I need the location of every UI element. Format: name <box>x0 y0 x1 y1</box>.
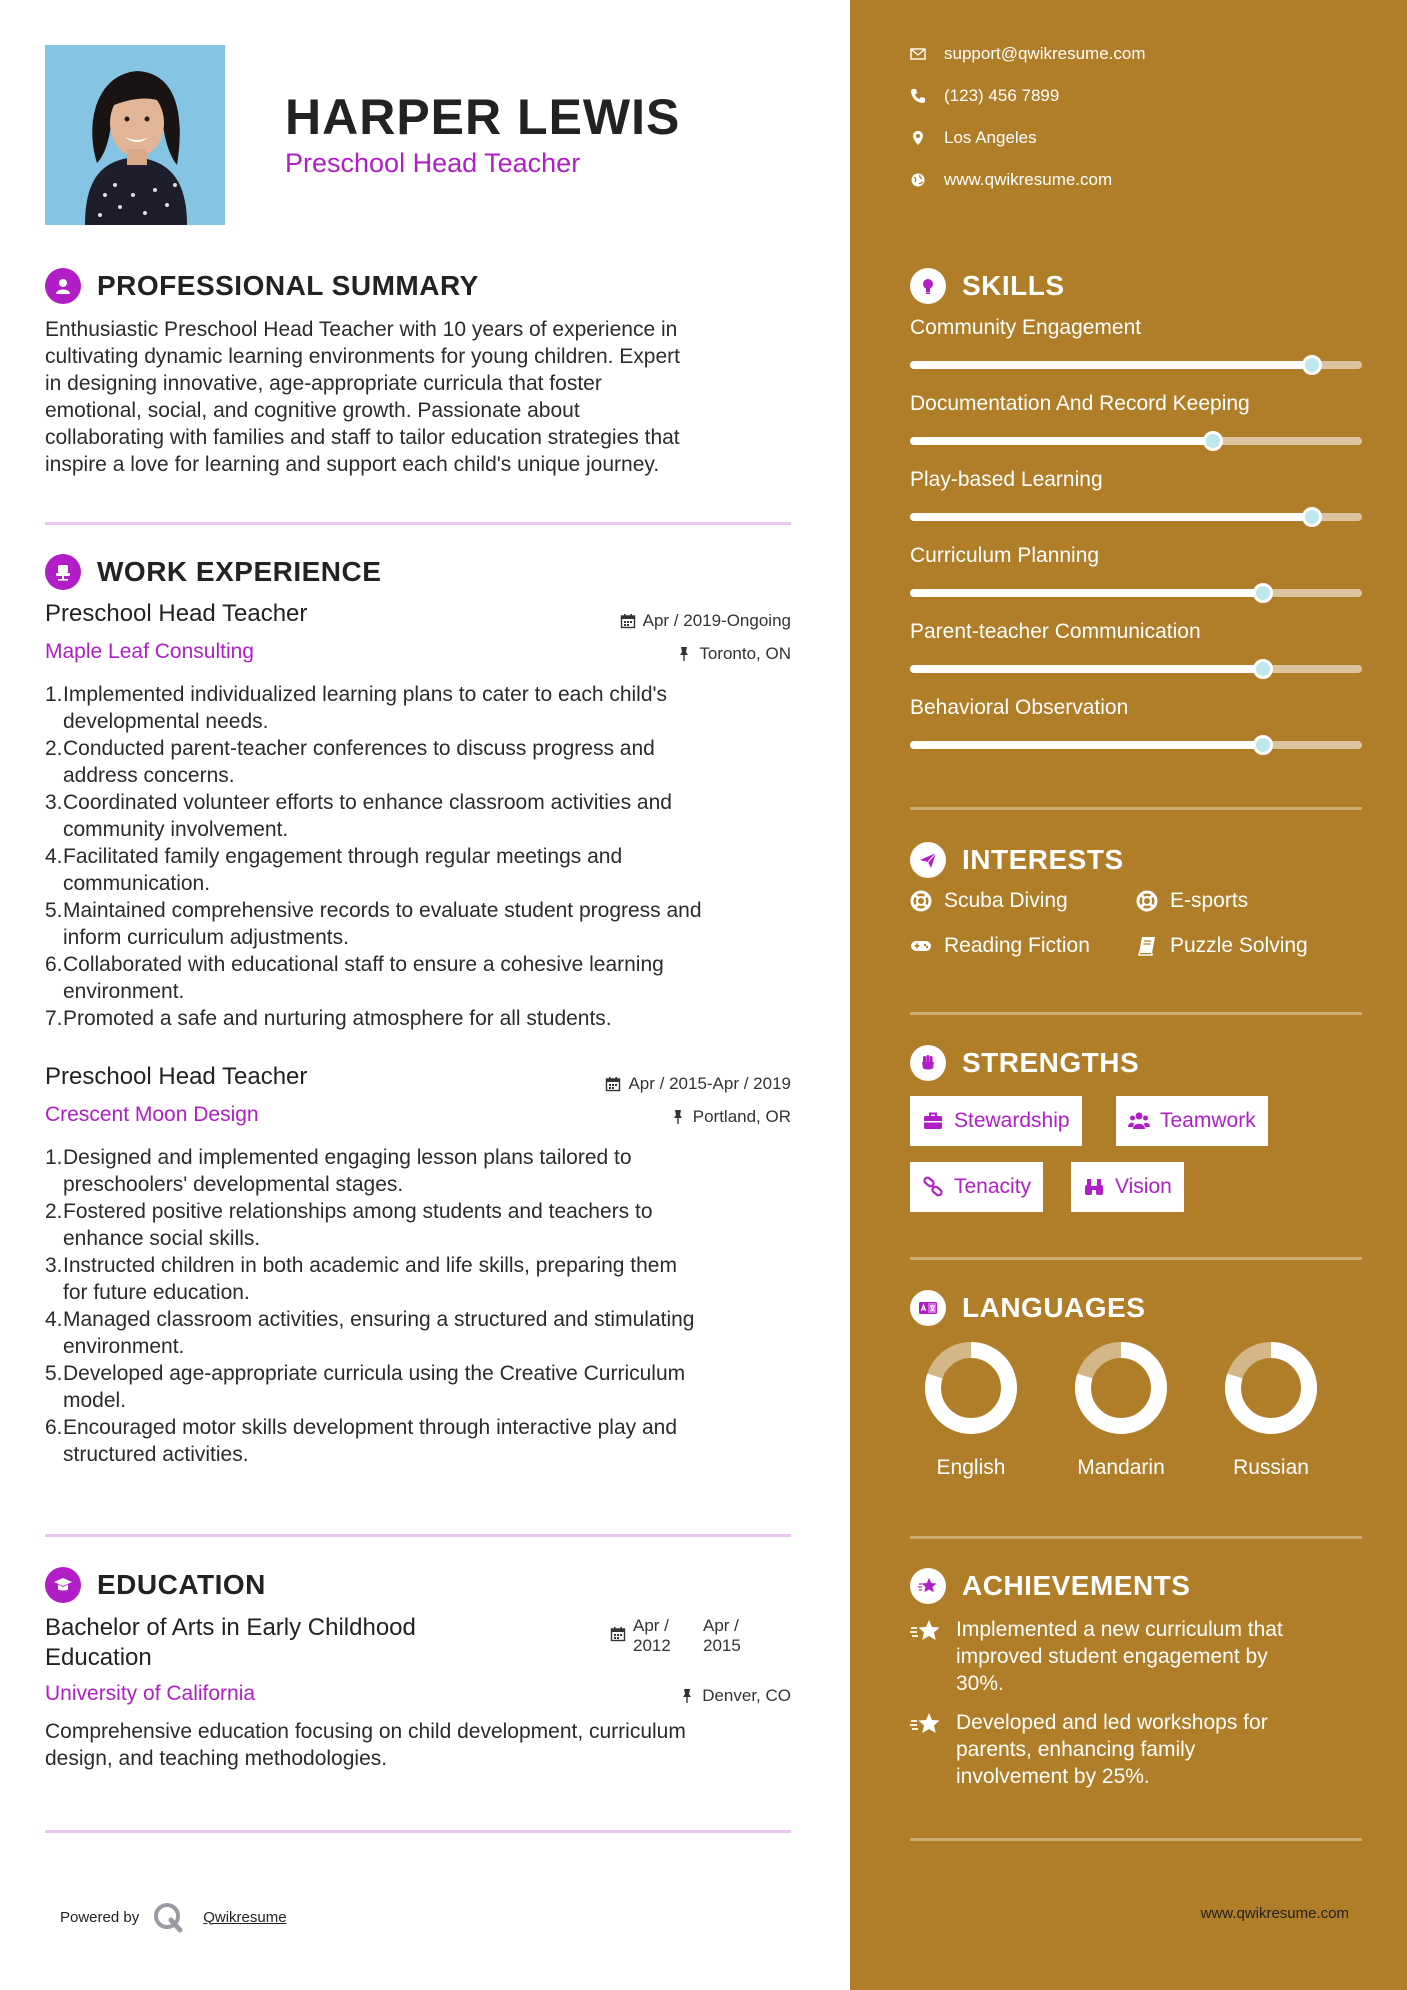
skill-name: Documentation And Record Keeping <box>910 392 1250 415</box>
duty-item <box>45 843 815 897</box>
skill-level-fill <box>910 361 1312 369</box>
strength-tag <box>910 1162 1043 1212</box>
summary-line: cultivating dynamic learning environments for young children. Expert <box>45 345 680 368</box>
education-dates <box>610 1616 741 1656</box>
end-year: 2015 <box>703 1636 741 1655</box>
skill-level-bar <box>910 589 1362 597</box>
degree-line: Bachelor of Arts in Early Childhood <box>45 1614 416 1641</box>
education-desc-line: design, and teaching methodologies. <box>45 1747 388 1770</box>
education-description <box>45 1718 815 1772</box>
start-month: Apr / <box>633 1616 669 1635</box>
education-header <box>45 1567 266 1603</box>
summary-line: Enthusiastic Preschool Head Teacher with 10 years of experience in <box>45 318 678 341</box>
achievement-text <box>956 1616 1283 1697</box>
degree-title <box>45 1613 416 1673</box>
duty-number: 4. <box>45 1308 63 1331</box>
achievement-item <box>910 1709 1362 1790</box>
skill-level-fill <box>910 513 1312 521</box>
summary-line: emotional, social, and cognitive growth. Passionate about <box>45 399 580 422</box>
language-proficiency-ring <box>923 1340 1019 1436</box>
powered-by <box>60 1900 287 1934</box>
duty-line: address concerns. <box>63 764 235 787</box>
duty-line: Fostered positive relationships among students and teachers to <box>63 1200 653 1223</box>
duty-item <box>45 681 815 735</box>
duty-number: 4. <box>45 845 63 868</box>
star-badge-icon <box>910 1711 942 1739</box>
education-location-text: Denver, CO <box>702 1686 791 1705</box>
language-proficiency-ring <box>1223 1340 1319 1436</box>
strength-tag <box>1116 1096 1268 1146</box>
pin-icon <box>676 646 692 662</box>
duty-item <box>45 1144 815 1198</box>
duty-item <box>45 1414 815 1468</box>
paper-plane-icon <box>910 842 946 878</box>
skill-name: Community Engagement <box>910 316 1142 339</box>
duty-line: Maintained comprehensive records to evaluate student progress and <box>63 899 702 922</box>
interest-item <box>910 934 1090 958</box>
duty-line: Managed classroom activities, ensuring a structured and stimulating <box>63 1308 695 1331</box>
contact-location <box>910 128 1037 148</box>
job-company: Crescent Moon Design <box>45 1103 259 1126</box>
envelope-icon <box>910 46 926 62</box>
language-name: English <box>936 1456 1006 1479</box>
strengths-heading: STRENGTHS <box>962 1047 1140 1078</box>
skills-heading: SKILLS <box>962 270 1065 301</box>
duty-item <box>45 951 815 1005</box>
languages-heading: LANGUAGES <box>962 1292 1146 1323</box>
job-duties <box>45 681 815 1032</box>
strength-label: Stewardship <box>954 1109 1070 1132</box>
duty-line: environment. <box>63 980 185 1003</box>
duty-line: environment. <box>63 1335 185 1358</box>
duty-item <box>45 1306 815 1360</box>
star-badge-icon <box>910 1568 946 1604</box>
school-name: University of California <box>45 1682 256 1705</box>
powered-by-text: Powered by <box>60 1908 140 1926</box>
candidate-name: HARPER LEWIS <box>285 89 681 145</box>
skill-level-fill <box>910 437 1213 445</box>
language-item <box>916 1340 1026 1480</box>
link-icon <box>922 1176 944 1198</box>
achievement-item <box>910 1616 1362 1697</box>
education-location <box>560 1686 791 1706</box>
duty-line: Implemented individualized learning plans to cater to each child's <box>63 683 668 706</box>
duty-item <box>45 1005 815 1032</box>
duty-number: 2. <box>45 1200 63 1223</box>
section-divider <box>45 1534 791 1537</box>
duty-line: Developed age-appropriate curricula using the Creative Curriculum <box>63 1362 686 1385</box>
section-divider <box>45 1830 791 1833</box>
duty-number: 6. <box>45 953 63 976</box>
duty-number: 1. <box>45 683 63 706</box>
duty-line: community involvement. <box>63 818 289 841</box>
duty-line: developmental needs. <box>63 710 269 733</box>
duty-line: Encouraged motor skills development through interactive play and <box>63 1416 678 1439</box>
achievement-line: Developed and led workshops for <box>956 1711 1268 1734</box>
summary-header <box>45 268 479 304</box>
duty-item <box>45 735 815 789</box>
contact-website[interactable] <box>910 170 1112 190</box>
skill-level-knob <box>1253 659 1273 679</box>
section-divider <box>910 1012 1362 1015</box>
job-role: Preschool Head Teacher <box>45 1063 308 1090</box>
duty-line: structured activities. <box>63 1443 249 1466</box>
job-dates-text: Apr / 2019-Ongoing <box>642 611 791 630</box>
duty-number: 5. <box>45 1362 63 1385</box>
education-end <box>703 1616 741 1656</box>
summary-line: in designing innovative, age-appropriate curricula that foster <box>45 372 602 395</box>
contact-email[interactable] <box>910 44 1146 64</box>
pin-icon <box>670 1109 686 1125</box>
duty-line: preschoolers' developmental stages. <box>63 1173 404 1196</box>
degree-line: Education <box>45 1644 152 1671</box>
summary-heading: PROFESSIONAL SUMMARY <box>97 270 479 301</box>
strengths-header <box>910 1045 1139 1081</box>
interests-header <box>910 842 1124 878</box>
candidate-title: Preschool Head Teacher <box>285 148 581 178</box>
interest-item <box>910 889 1068 913</box>
calendar-icon <box>610 1626 626 1642</box>
interest-label: E-sports <box>1170 889 1249 912</box>
skills-header <box>910 268 1065 304</box>
achievements-header <box>910 1568 1190 1604</box>
lightbulb-icon <box>910 268 946 304</box>
job-location <box>560 644 791 664</box>
duty-line: Promoted a safe and nurturing atmosphere for all students. <box>63 1007 612 1030</box>
duty-number: 2. <box>45 737 63 760</box>
strength-label: Teamwork <box>1160 1109 1256 1132</box>
interest-item <box>1136 889 1248 913</box>
section-divider <box>45 522 791 525</box>
qwikresume-logo-icon <box>151 1900 185 1934</box>
calendar-icon <box>605 1076 621 1092</box>
duty-line: Conducted parent-teacher conferences to discuss progress and <box>63 737 655 760</box>
chair-icon <box>45 554 81 590</box>
experience-header <box>45 554 381 590</box>
footer-website[interactable]: www.qwikresume.com <box>1200 1905 1349 1922</box>
skill-level-bar <box>910 361 1362 369</box>
duty-item <box>45 1252 815 1306</box>
job-dates <box>540 1074 791 1094</box>
skill-level-fill <box>910 741 1263 749</box>
gamepad-icon <box>910 935 932 957</box>
skill-level-bar <box>910 437 1362 445</box>
duty-number: 7. <box>45 1007 63 1030</box>
duty-line: inform curriculum adjustments. <box>63 926 349 949</box>
achievement-line: Implemented a new curriculum that <box>956 1618 1283 1641</box>
strength-tag <box>1071 1162 1184 1212</box>
duty-item <box>45 789 815 843</box>
duty-line: Coordinated volunteer efforts to enhance classroom activities and <box>63 791 672 814</box>
duty-line: Instructed children in both academic and life skills, preparing them <box>63 1254 677 1277</box>
phone-icon <box>910 88 926 104</box>
briefcase-icon <box>922 1110 944 1132</box>
section-divider <box>910 807 1362 810</box>
skill-level-bar <box>910 513 1362 521</box>
interest-label: Reading Fiction <box>944 934 1090 957</box>
duty-number: 3. <box>45 1254 63 1277</box>
strength-label: Tenacity <box>954 1175 1032 1198</box>
phone-text: (123) 456 7899 <box>944 86 1060 105</box>
job-role: Preschool Head Teacher <box>45 600 308 627</box>
globe-icon <box>910 172 926 188</box>
book-icon <box>1136 935 1158 957</box>
star-badge-icon <box>910 1618 942 1646</box>
strength-tag <box>910 1096 1082 1146</box>
language-proficiency-ring <box>1073 1340 1169 1436</box>
duty-line: model. <box>63 1389 127 1412</box>
skill-level-bar <box>910 665 1362 673</box>
language-item <box>1216 1340 1326 1480</box>
duty-line: for future education. <box>63 1281 250 1304</box>
language-name: Russian <box>1233 1456 1309 1479</box>
email-text: support@qwikresume.com <box>944 44 1146 63</box>
achievement-line: improved student engagement by <box>956 1645 1268 1668</box>
start-year: 2012 <box>633 1636 671 1655</box>
interest-label: Scuba Diving <box>944 889 1068 912</box>
duty-line: Facilitated family engagement through regular meetings and <box>63 845 623 868</box>
lifebuoy-icon <box>1136 890 1158 912</box>
job-dates-text: Apr / 2015-Apr / 2019 <box>628 1074 791 1093</box>
duty-number: 3. <box>45 791 63 814</box>
lifebuoy-icon <box>910 890 932 912</box>
skill-level-fill <box>910 665 1263 673</box>
graduation-icon <box>45 1567 81 1603</box>
experience-heading: WORK EXPERIENCE <box>97 556 382 587</box>
qwikresume-link[interactable]: Qwikresume <box>203 1908 287 1926</box>
duty-item <box>45 1198 815 1252</box>
achievement-line: parents, enhancing family <box>956 1738 1196 1761</box>
summary-line: inspire a love for learning and support each child's unique journey. <box>45 453 660 476</box>
summary-line: collaborating with families and staff to tailor education strategies that <box>45 426 680 449</box>
duty-number: 5. <box>45 899 63 922</box>
section-divider <box>910 1257 1362 1260</box>
education-desc-line: Comprehensive education focusing on child development, curriculum <box>45 1720 686 1743</box>
section-divider <box>910 1536 1362 1539</box>
job-dates <box>560 611 791 631</box>
duty-line: Designed and implemented engaging lesson plans tailored to <box>63 1146 632 1169</box>
language-icon <box>910 1290 946 1326</box>
education-start <box>633 1616 703 1656</box>
website-text: www.qwikresume.com <box>944 170 1113 189</box>
duty-number: 6. <box>45 1416 63 1439</box>
strength-label: Vision <box>1115 1175 1172 1198</box>
job-duties <box>45 1144 815 1468</box>
section-divider <box>910 1838 1362 1841</box>
job-location-text: Portland, OR <box>692 1107 791 1126</box>
skill-level-fill <box>910 589 1263 597</box>
binoculars-icon <box>1083 1176 1105 1198</box>
interest-label: Puzzle Solving <box>1170 934 1308 957</box>
job-company: Maple Leaf Consulting <box>45 640 254 663</box>
skill-level-knob <box>1203 431 1223 451</box>
user-circle-icon <box>45 268 81 304</box>
languages-header <box>910 1290 1145 1326</box>
interests-heading: INTERESTS <box>962 844 1124 875</box>
skill-level-knob <box>1253 735 1273 755</box>
profile-photo <box>45 45 225 225</box>
portrait-image <box>45 45 225 225</box>
duty-line: enhance social skills. <box>63 1227 261 1250</box>
achievement-line: 30%. <box>956 1672 1004 1695</box>
end-month: Apr / <box>703 1616 739 1635</box>
skill-name: Curriculum Planning <box>910 544 1100 567</box>
summary-text <box>45 316 805 478</box>
language-name: Mandarin <box>1077 1456 1165 1479</box>
achievement-text <box>956 1709 1268 1790</box>
skill-name: Behavioral Observation <box>910 696 1129 719</box>
duty-line: communication. <box>63 872 211 895</box>
education-heading: EDUCATION <box>97 1569 266 1600</box>
skill-level-bar <box>910 741 1362 749</box>
skill-name: Parent-teacher Communication <box>910 620 1201 643</box>
language-item <box>1066 1340 1176 1480</box>
skill-level-knob <box>1253 583 1273 603</box>
duty-number: 1. <box>45 1146 63 1169</box>
achievements-heading: ACHIEVEMENTS <box>962 1570 1191 1601</box>
job-location-text: Toronto, ON <box>699 644 791 663</box>
duty-item <box>45 897 815 951</box>
calendar-icon <box>620 613 636 629</box>
users-icon <box>1128 1110 1150 1132</box>
skill-name: Play-based Learning <box>910 468 1103 491</box>
achievement-line: involvement by 25%. <box>956 1765 1150 1788</box>
job-location <box>560 1107 791 1127</box>
fist-icon <box>910 1045 946 1081</box>
duty-item <box>45 1360 815 1414</box>
contact-phone[interactable] <box>910 86 1059 106</box>
map-marker-icon <box>910 130 926 146</box>
interest-item <box>1136 934 1308 958</box>
duty-line: Collaborated with educational staff to ensure a cohesive learning <box>63 953 664 976</box>
location-text: Los Angeles <box>944 128 1037 147</box>
pin-icon <box>679 1688 695 1704</box>
